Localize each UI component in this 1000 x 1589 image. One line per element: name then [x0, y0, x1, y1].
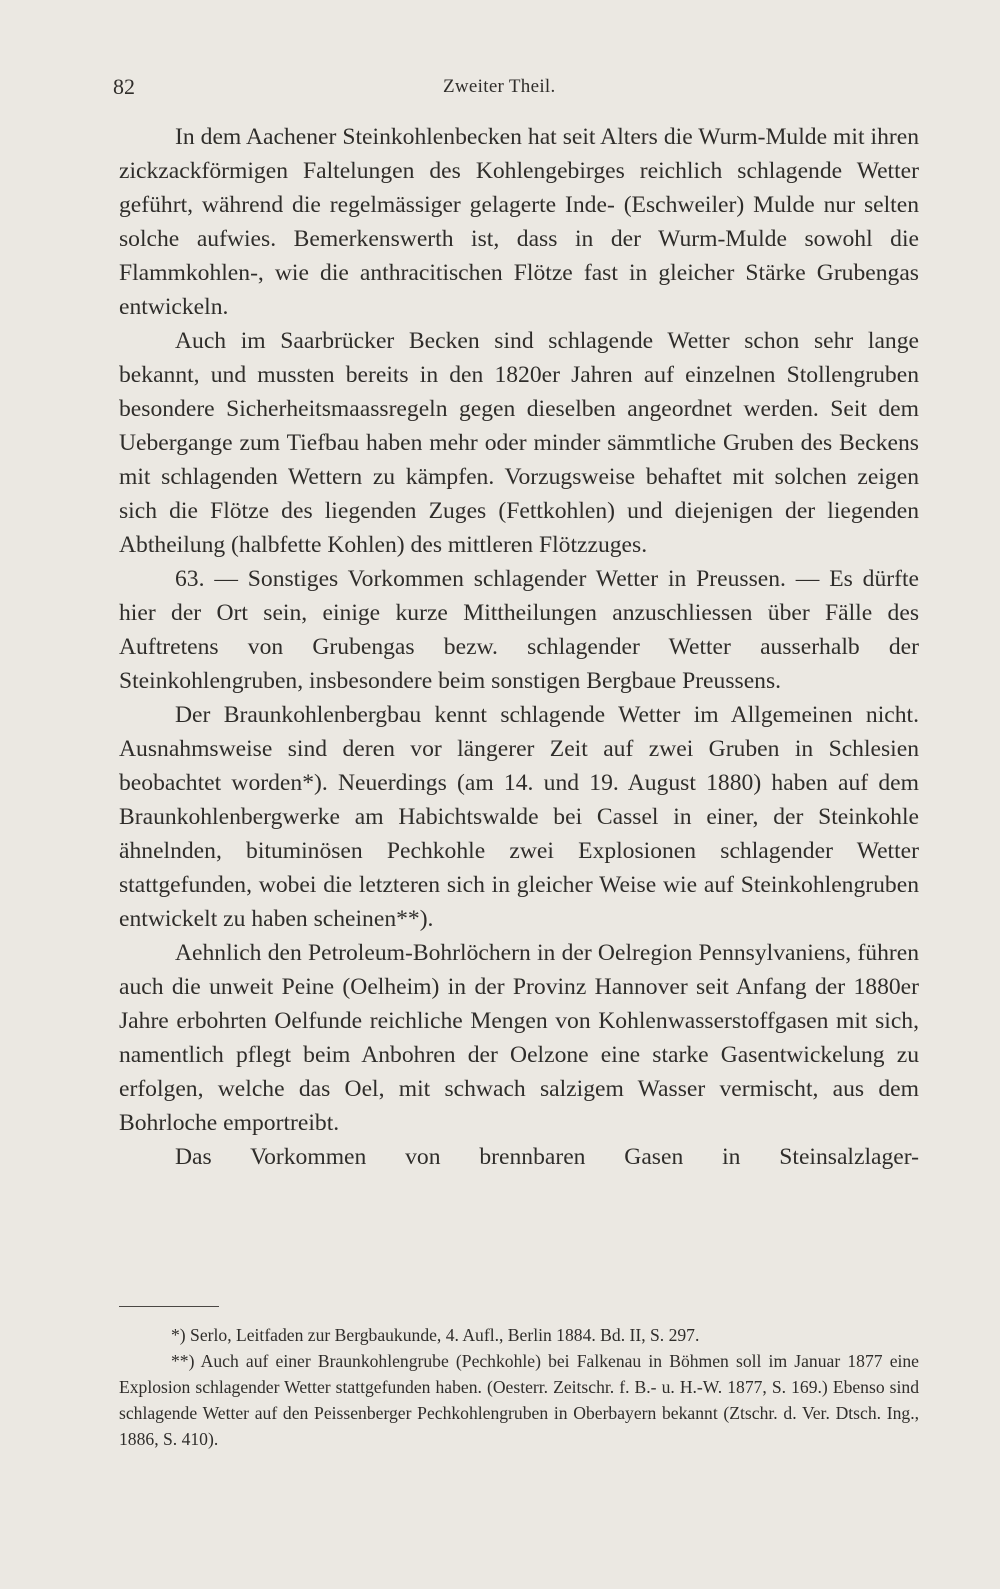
paragraph-saarbruecker-becken: Auch im Saarbrücker Becken sind schlagende Wetter schon sehr lange bekannt, und mussten bereits in den 1820er Jahren auf einzelnen Stollengruben besondere Sicherheitsmaassregeln gegen dieselben angeordnet werden. Seit dem Uebergange zum Tiefbau haben mehr oder minder sämmtliche Gruben des Beckens mit schlagenden Wettern zu kämpfen. Vorzugsweise behaftet mit solchen zeigen sich die Flötze des liegenden Zuges (Fettkohlen) und diejenigen der liegenden Abtheilung (halbfette Kohlen) des mittleren Flötzzuges. — [119, 328, 919, 558]
footnotes — [119, 1322, 919, 1452]
paragraph-petroleum-bohrloecher: Aehnlich den Petroleum-Bohrlöchern in der Oelregion Pennsylvaniens, führen auch die unweit Peine (Oelheim) in der Provinz Hannover seit Anfang der 1880er Jahre erbohrten Oelfunde reichliche Mengen von Kohlenwasserstoffgasen mit sich, namentlich pflegt beim Anbohren der Oelzone eine starke Gasentwickelung zu erfolgen, welche das Oel, mit schwach salzigem Wasser vermischt, aus dem Bohrloche emportreibt. — [119, 940, 919, 1136]
footnote-2: **) Auch auf einer Braunkohlengrube (Pechkohle) bei Falkenau in Böhmen soll im Januar 1877 eine Explosion schlagender Wetter stattgefunden haben. (Oesterr. Zeitschr. f. B.- u. H.-W. 1877, S. 169.) Ebenso sind schlagende Wetter auf den Peissenberger Pechkohlengruben in Oberbayern bekannt (Ztschr. d. Ver. Dtsch. Ing., 1886, S. 410). — [119, 1351, 919, 1449]
page-number: 82 — [113, 74, 135, 99]
paragraph-section-63: 63. — Sonstiges Vorkommen schlagender Wetter in Preussen. — Es dürfte hier der Ort sein, einige kurze Mittheilungen anzuschliessen über Fälle des Auftretens von Grubengas bezw. schlagender Wetter ausserhalb der Steinkohlengruben, insbesondere beim sonstigen Bergbaue Preussens. — [119, 566, 919, 694]
paragraph-steinsalzlager: Das Vorkommen von brennbaren Gasen in Steinsalzlager- — [175, 1144, 919, 1170]
footnote-1: *) Serlo, Leitfaden zur Bergbaukunde, 4. Aufl., Berlin 1884. Bd. II, S. 297. — [171, 1325, 700, 1345]
paragraph-braunkohlenbergbau: Der Braunkohlenbergbau kennt schlagende Wetter im Allgemeinen nicht. Ausnahmsweise sind deren vor längerer Zeit auf zwei Gruben in Schlesien beobachtet worden*). Neuerdings (am 14. und 19. August 1880) haben auf dem Braunkohlenbergwerke am Habichtswalde bei Cassel in einer, der Steinkohle ähnelnden, bituminösen Pechkohle zwei Explosionen schlagender Wetter stattgefunden, wobei die letzteren sich in gleicher Weise wie auf Steinkohlengruben entwickelt zu haben scheinen**). — [119, 702, 919, 932]
footnote-divider — [119, 1306, 219, 1307]
running-title: Zweiter Theil. — [443, 76, 556, 97]
page-header — [113, 74, 913, 104]
paragraph-aachener-becken: In dem Aachener Steinkohlenbecken hat seit Alters die Wurm-Mulde mit ihren zickzackförmigen Faltelungen des Kohlengebirges reichlich schlagende Wetter geführt, während die regelmässiger gelagerte Inde- (Eschweiler) Mulde nur selten solche aufwies. Bemerkenswerth ist, dass in der Wurm-Mulde sowohl die Flammkohlen-, wie die anthracitischen Flötze fast in gleicher Stärke Grubengas entwickeln. — [119, 124, 919, 320]
body-text — [119, 120, 919, 1174]
